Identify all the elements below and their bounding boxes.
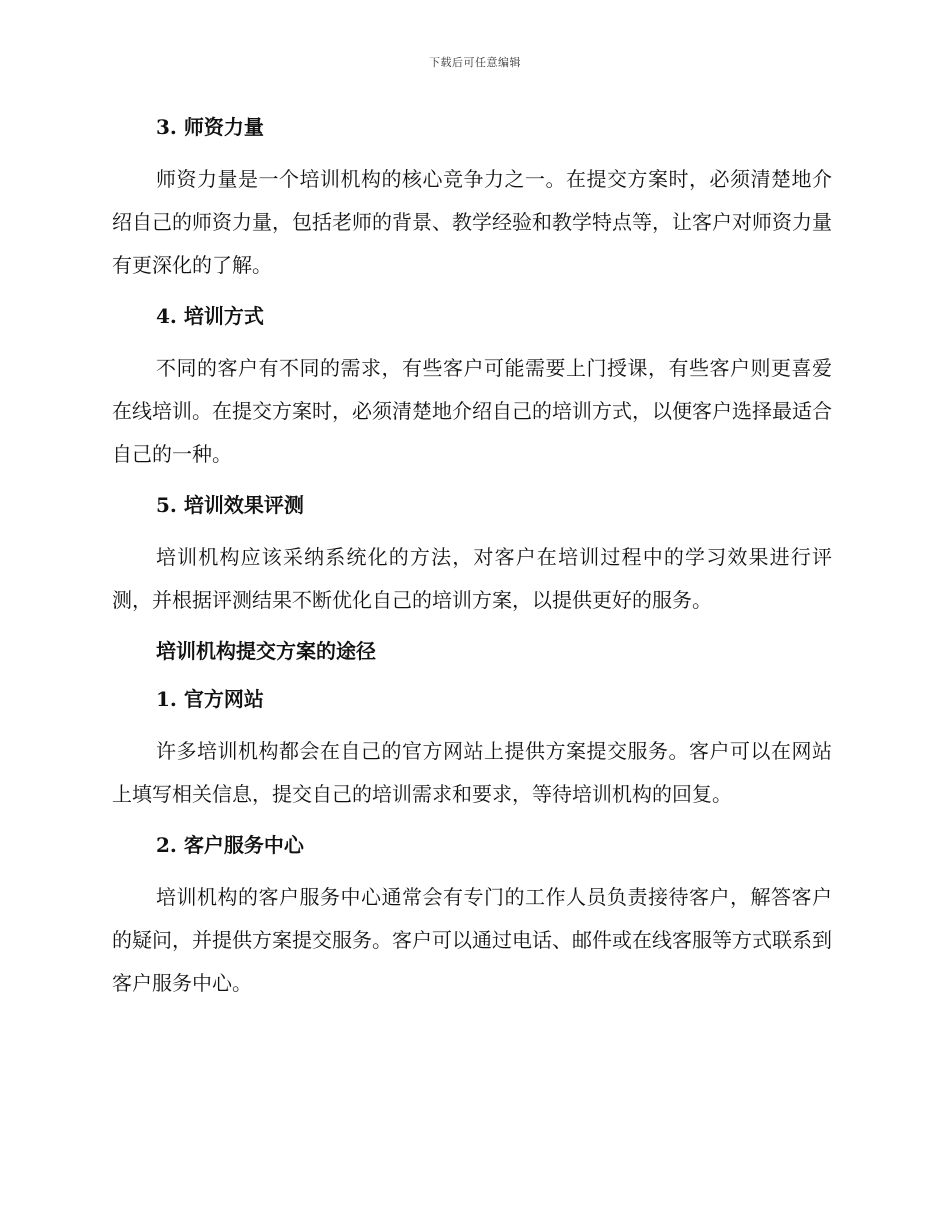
section-heading-training-method: 4. 培训方式 [156,304,264,328]
section-heading-customer-service: 2. 客户服务中心 [156,833,304,857]
spacer [112,522,832,536]
section-heading-submission-channels: 培训机构提交方案的途径 [156,639,376,663]
section-paragraph-customer-service: 培训机构的客户服务中心通常会有专门的工作人员负责接待客户，解答客户的疑问，并提供方案提交服务。客户可以通过电话、邮件或在线客服等方式联系到客户服务中心。 [112,885,832,995]
spacer [112,716,832,730]
spacer [112,476,832,488]
document-body [112,110,832,1005]
section-paragraph-faculty: 师资力量是一个培训机构的核心竞争力之一。在提交方案时，必须清楚地介绍自己的师资力量，包括老师的背景、教学经验和教学特点等，让客户对师资力量有更深化的了解。 [112,167,832,277]
spacer [112,816,832,828]
spacer [112,668,832,682]
spacer [112,144,832,158]
page-header-note: 下载后可任意编辑 [429,56,521,69]
section-paragraph-effect-evaluation: 培训机构应该采纳系统化的方法，对客户在培训过程中的学习效果进行评测，并根据评测结果不断优化自己的培训方案，以提供更好的服务。 [112,545,832,612]
spacer [112,287,832,299]
spacer [112,622,832,634]
spacer [112,862,832,876]
spacer [112,333,832,347]
section-heading-effect-evaluation: 5. 培训效果评测 [156,493,304,517]
section-paragraph-training-method: 不同的客户有不同的需求，有些客户可能需要上门授课，有些客户则更喜爱在线培训。在提交方案时，必须清楚地介绍自己的培训方式，以便客户选择最适合自己的一种。 [112,356,832,466]
section-heading-official-website: 1. 官方网站 [156,687,264,711]
section-heading-faculty: 3. 师资力量 [156,115,264,139]
section-paragraph-official-website: 许多培训机构都会在自己的官方网站上提供方案提交服务。客户可以在网站上填写相关信息，提交自己的培训需求和要求，等待培训机构的回复。 [112,739,832,806]
